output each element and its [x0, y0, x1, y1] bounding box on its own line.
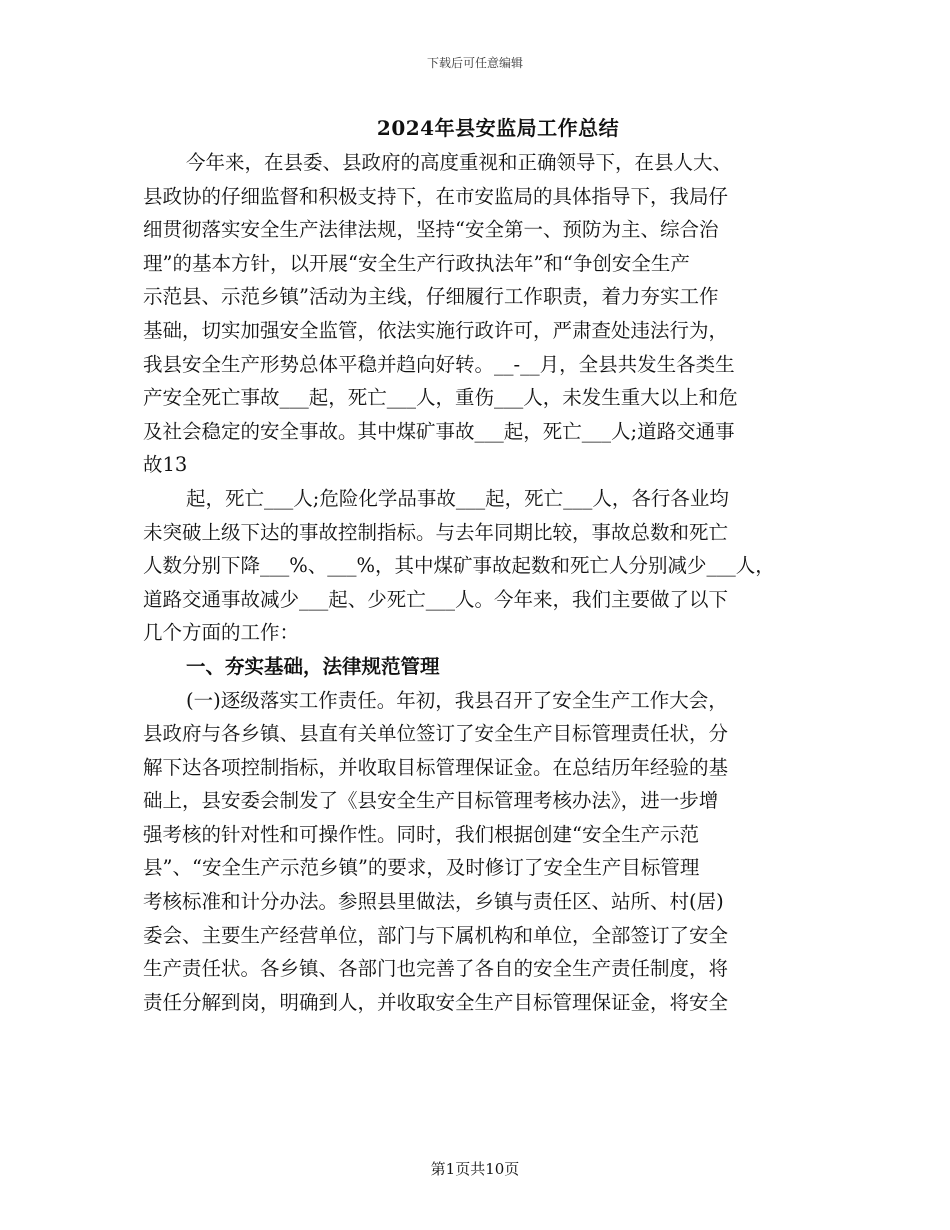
text-line: 基础，切实加强安全监管，依法实施行政许可，严肃查处违法行为， — [143, 318, 729, 342]
text-line: 人数分别下降___%、___%，其中煤矿事故起数和死亡人分别减少___人， — [143, 554, 775, 578]
text-line: 强考核的针对性和可操作性。同时，我们根据创建“安全生产示范 — [143, 822, 699, 846]
page-number-footer: 第1页共10页 — [430, 1160, 520, 1178]
text-line: 础上，县安委会制发了《县安全生产目标管理考核办法》，进一步增 — [143, 789, 719, 813]
responsibility-paragraph — [143, 684, 823, 1020]
text-line: 道路交通事故减少___起、少死亡___人。今年来，我们主要做了以下 — [143, 587, 729, 611]
text-line: 我县安全生产形势总体平稳并趋向好转。__-__月，全县共发生各类生 — [143, 352, 735, 376]
text-line: 今年来，在县委、县政府的高度重视和正确领导下，在县人大、 — [186, 151, 733, 174]
text-line: 责任分解到岗，明确到人，并收取安全生产目标管理保证金，将安全 — [143, 990, 729, 1014]
statistics-paragraph — [143, 482, 823, 650]
document-body — [143, 146, 823, 1019]
text-line: 解下达各项控制指标，并收取目标管理保证金。在总结历年经验的基 — [143, 755, 729, 779]
text-line: 及社会稳定的安全事故。其中煤矿事故___起，死亡___人;道路交通事 — [143, 419, 735, 443]
text-line: 县政协的仔细监督和积极支持下，在市安监局的具体指导下，我局仔 — [143, 184, 729, 208]
text-line: 生产责任状。各乡镇、各部门也完善了各自的安全生产责任制度，将 — [143, 957, 729, 981]
section-heading-text: 一、夯实基础，法律规范管理 — [186, 654, 440, 678]
text-line: 县”、“安全生产示范乡镇”的要求，及时修订了安全生产目标管理 — [143, 856, 700, 880]
text-line: 几个方面的工作： — [143, 621, 300, 645]
intro-paragraph — [143, 146, 823, 482]
text-line: 产安全死亡事故___起，死亡___人，重伤___人，未发生重大以上和危 — [143, 386, 738, 410]
document-title: 2024年县安监局工作总结 — [376, 116, 620, 140]
text-line: 未突破上级下达的事故控制指标。与去年同期比较，事故总数和死亡 — [143, 520, 729, 544]
text-line: 考核标准和计分办法。参照县里做法，乡镇与责任区、站所、村(居) — [143, 890, 724, 914]
text-line: 起，死亡___人;危险化学品事故___起，死亡___人，各行各业均 — [186, 486, 729, 510]
text-line: 细贯彻落实安全生产法律法规，坚持“安全第一、预防为主、综合治 — [143, 218, 719, 242]
text-line: 故13 — [143, 453, 188, 477]
text-line: (一)逐级落实工作责任。年初，我县召开了安全生产工作大会， — [186, 688, 728, 712]
page-header-note: 下载后可任意编辑 — [426, 56, 523, 70]
text-line: 委会、主要生产经营单位，部门与下属机构和单位，全部签订了安全 — [143, 923, 729, 947]
text-line: 县政府与各乡镇、县直有关单位签订了安全生产目标管理责任状，分 — [143, 722, 729, 746]
text-line: 示范县、示范乡镇”活动为主线，仔细履行工作职责，着力夯实工作 — [143, 285, 719, 309]
text-line: 理”的基本方针，以开展“安全生产行政执法年”和“争创安全生产 — [143, 251, 690, 275]
section-heading — [143, 650, 823, 684]
